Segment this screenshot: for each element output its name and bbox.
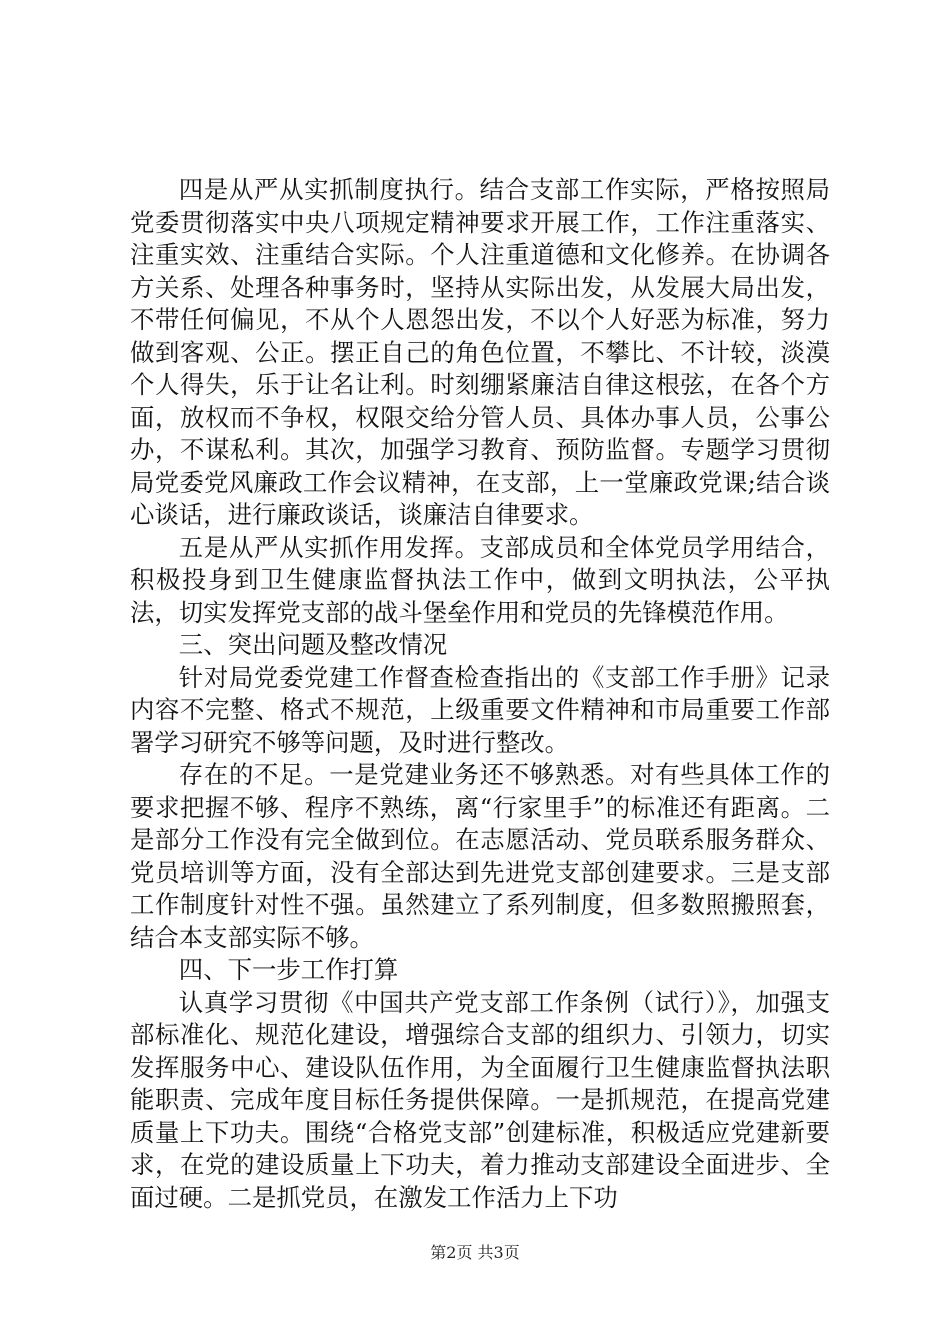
document-body <box>130 174 830 1214</box>
paragraph-5-role-playing: 五是从严从实抓作用发挥。支部成员和全体党员学用结合，积极投身到卫生健康监督执法工作中，做到文明执法，公平执法，切实发挥党支部的战斗堡垒作用和党员的先锋模范作用。 <box>130 532 830 627</box>
section-heading-next-steps: 四、下一步工作打算 <box>178 955 399 984</box>
page-number-footer: 第2页 共3页 <box>430 1243 520 1262</box>
paragraph-plan: 认真学习贯彻《中国共产党支部工作条例（试行）》，加强支部标准化、规范化建设，增强综合支部的组织力、引领力，切实发挥服务中心、建设队伍作用，为全面履行卫生健康监督执法职能职责、完成年度目标任务提供保障。一是抓规范，在提高党建质量上下功夫。围绕“合格党支部”创建标准，积极适应党建新要求，在党的建设质量上下功夫，着力推动支部建设全面进步、全面过硬。二是抓党员，在激发工作活力上下功 <box>130 987 830 1212</box>
section-heading-issues: 三、突出问题及整改情况 <box>178 630 448 659</box>
paragraph-shortcomings: 存在的不足。一是党建业务还不够熟悉。对有些具体工作的要求把握不够、程序不熟练，离“行家里手”的标准还有距离。二是部分工作没有完全做到位。在志愿活动、党员联系服务群众、党员培训等方面，没有全部达到先进党支部创建要求。三是支部工作制度针对性不强。虽然建立了系列制度，但多数照搬照套，结合本支部实际不够。 <box>130 760 830 952</box>
paragraph-4-institution-enforcement: 四是从严从实抓制度执行。结合支部工作实际，严格按照局党委贯彻落实中央八项规定精神要求开展工作，工作注重落实、注重实效、注重结合实际。个人注重道德和文化修养。在协调各方关系、处理各种事务时，坚持从实际出发，从发展大局出发，不带任何偏见，不从个人恩怨出发，不以个人好恶为标准，努力做到客观、公正。摆正自己的角色位置，不攀比、不计较，淡漠个人得失，乐于让名让利。时刻绷紧廉洁自律这根弦，在各个方面，放权而不争权，权限交给分管人员、具体办事人员，公事公办，不谋私利。其次，加强学习教育、预防监督。专题学习贯彻局党委党风廉政工作会议精神，在支部，上一堂廉政党课;结合谈心谈话，进行廉政谈话，谈廉洁自律要求。 <box>130 175 830 529</box>
paragraph-rectification: 针对局党委党建工作督查检查指出的《支部工作手册》记录内容不完整、格式不规范，上级重要文件精神和市局重要工作部署学习研究不够等问题，及时进行整改。 <box>130 662 830 757</box>
